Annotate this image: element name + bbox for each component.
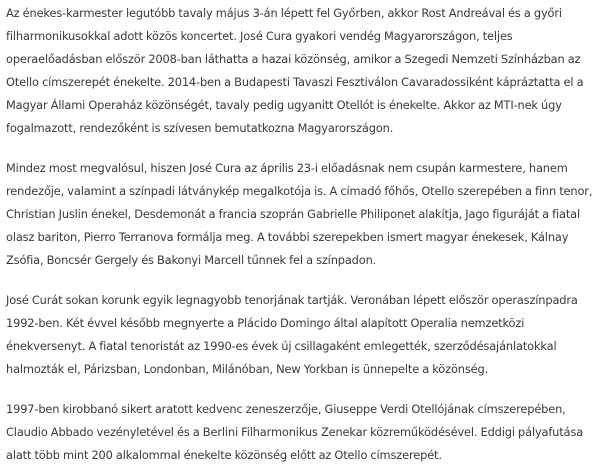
article-paragraph-2: Mindez most megvalósul, hiszen José Cura az április 23-i előadásnak nem csupán karmestere, hanem rendezője, valamint a színpadi látványkép megalkotója is. A címadó főhős, Otello szerepében a finn tenor, Christian Juslin énekel, Desdemonát a francia szoprán Gabrielle Philiponet alakítja, Jago figuráját a fiatal olasz bariton, Pierro Terranova formálja meg. A további szerepekben ismert magyar énekesek, Kálnay Zsófia, Boncsér Gergely és Bakonyi Marcell tűnnek fel a színpadon. [6,161,593,267]
article-paragraph-4: 1997-ben kirobbanó sikert aratott kedvenc zeneszerzője, Giuseppe Verdi Otellójának címszerepében, Claudio Abbado vezényletével és a Berlini Filharmonikus Zenekar közreműködésével. Eddigi pályafutása alatt több mint 200 alkalommal énekelte közönség előtt az Otello címszerepét. [6,402,584,462]
article-paragraph-1: Az énekes-karmester legutóbb tavaly május 3-án lépett fel Győrben, akkor Rost Andreával és a győri filharmonikusokkal adott közös koncertet. José Cura gyakori vendég Magyarországon, teljes operaelőadásban először 2008-ban láthatta a hazai közönség, amikor a Szegedi Nemzeti Színházban az Otello címszerepét énekelte. 2014-ben a Budapesti Tavaszi Fesztiválon Cavaradossiként kápráztatta el a Magyar Állami Operaház közönségét, tavaly pedig ugyanitt Otellót is énekelte. Akkor az MTI-nek úgy fogalmazott, rendezőként is szívesen bemutatkozna Magyarországon. [6,6,584,135]
article-paragraph-3: José Curát sokan korunk egyik legnagyobb tenorjának tartják. Veronában lépett először operaszínpadra 1992-ben. Két évvel később megnyerte a Plácido Domingo által alapított Operalia nemzetközi énekversenyt. A fiatal tenoristát az 1990-es évek új csillagaként emlegették, szerződésajánlatokkal halmozták el, Párizsban, Londonban, Milánóban, New Yorkban is ünnepelte a közönség. [6,293,578,376]
